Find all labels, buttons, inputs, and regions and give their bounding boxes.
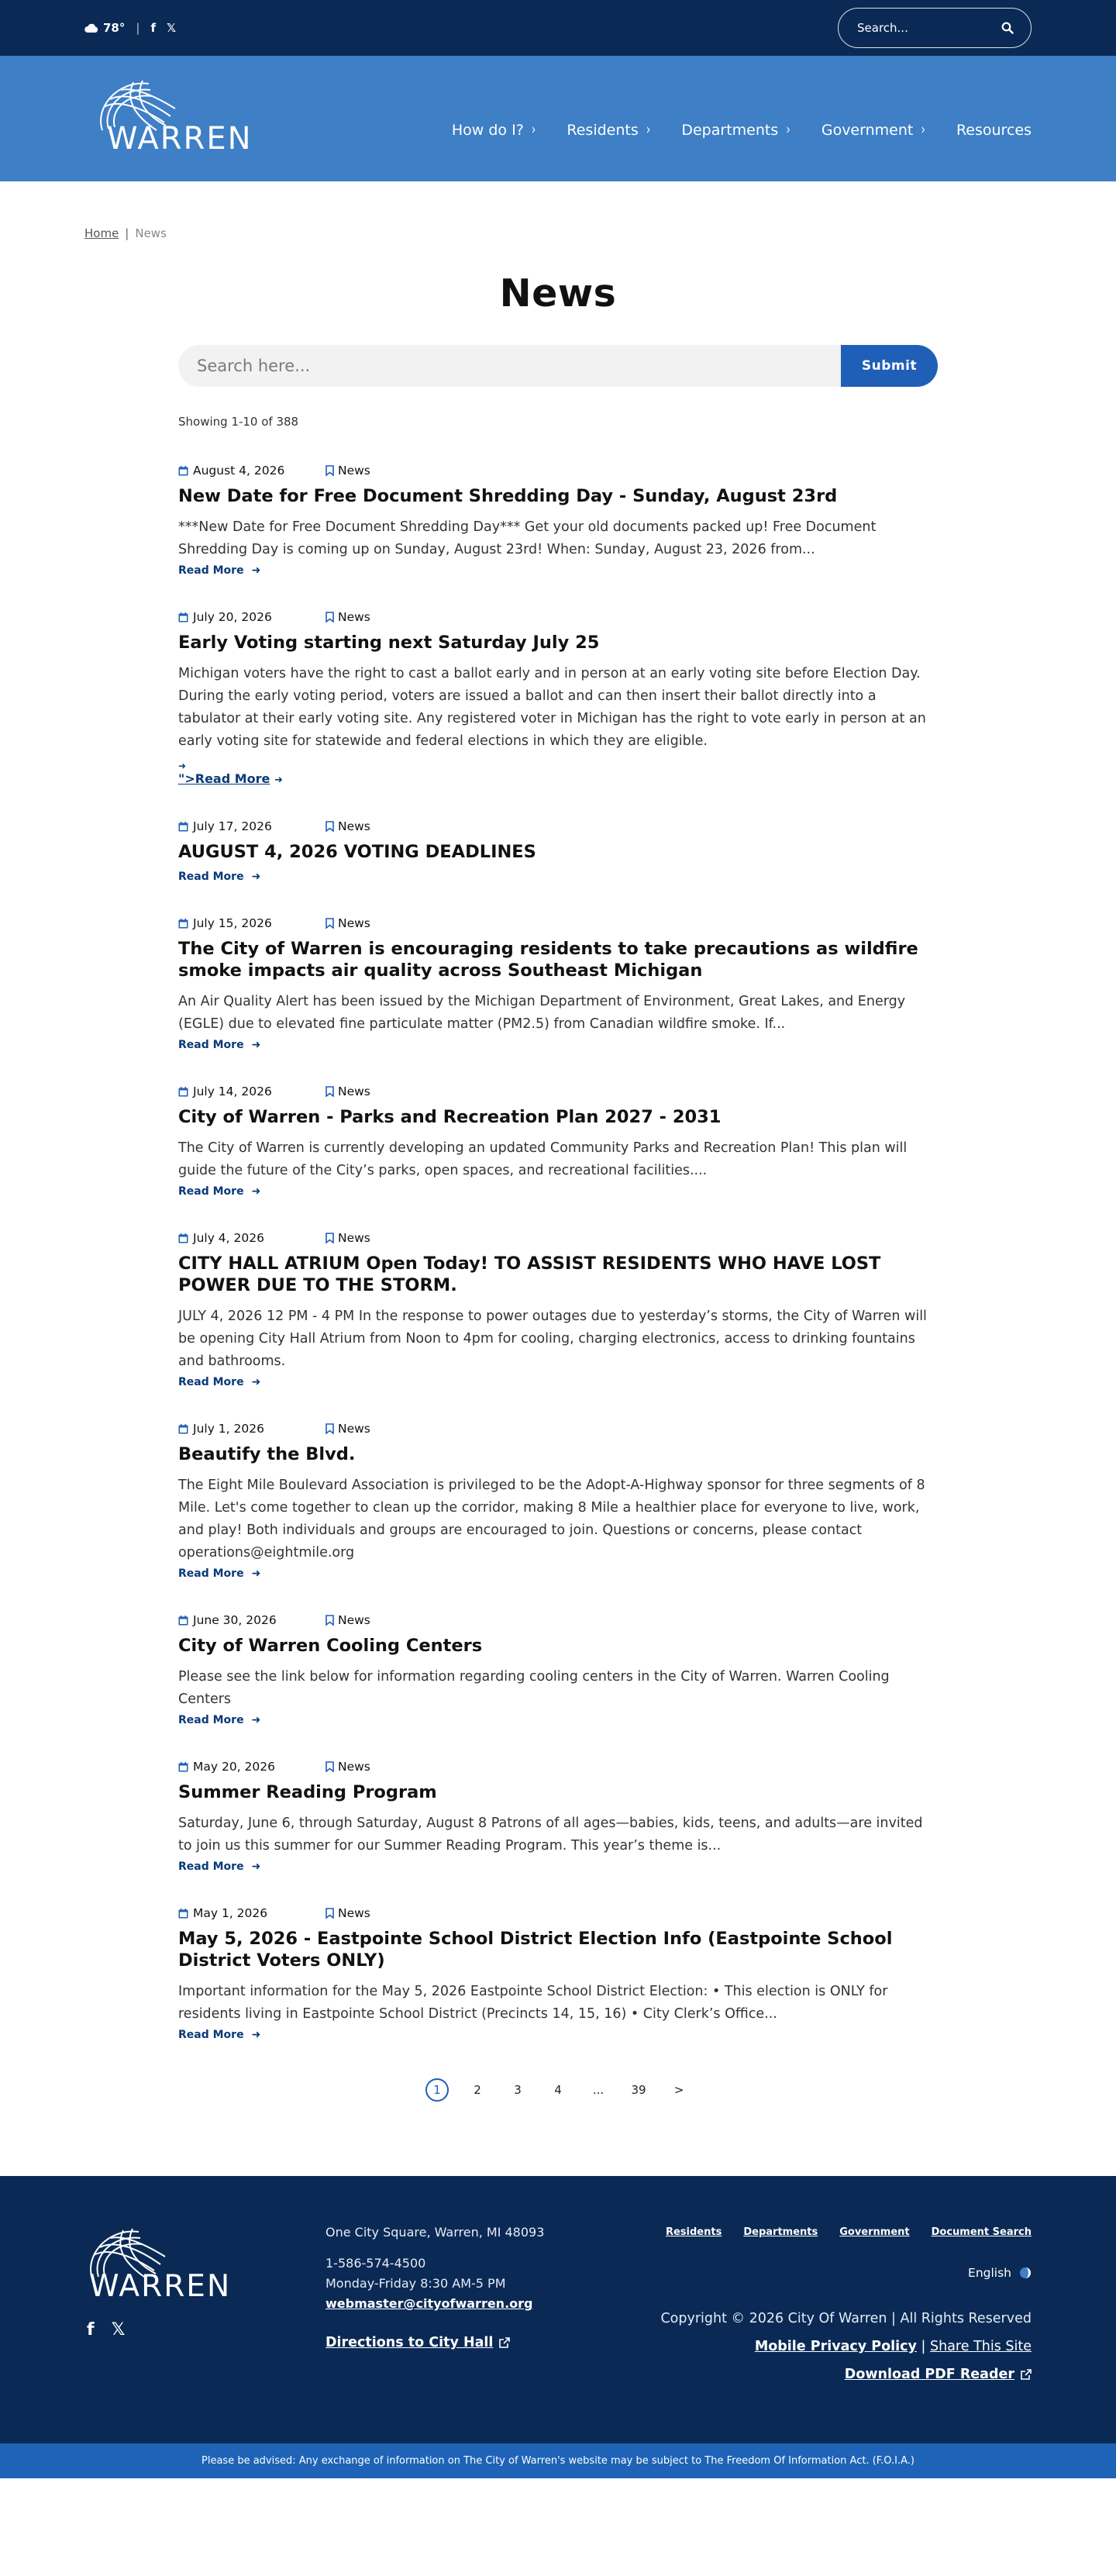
arrow-right-icon: ➜ [251, 1039, 261, 1051]
article-meta [178, 463, 938, 478]
article-category [326, 1613, 370, 1627]
read-more-label: Read More [178, 2029, 244, 2041]
utility-bar [0, 0, 1116, 56]
article-date-text: July 20, 2026 [193, 610, 272, 624]
read-more-label: Read More [178, 1567, 244, 1580]
breadcrumb-home-link[interactable]: Home [84, 226, 119, 240]
article-meta [178, 916, 938, 931]
arrow-right-icon: ➜ [274, 774, 283, 786]
news-article [178, 609, 938, 786]
article-date-text: July 4, 2026 [193, 1231, 264, 1245]
article-date-text: July 15, 2026 [193, 916, 272, 930]
article-category [326, 1085, 370, 1098]
footer-link-residents[interactable]: Residents [665, 2226, 722, 2238]
nav-residents[interactable] [567, 122, 650, 139]
nav-label: Government [821, 122, 914, 139]
copyright: Copyright © 2026 City Of Warren | All Rights Reserved [660, 2311, 1032, 2326]
calendar-icon [178, 919, 188, 929]
chevron-right-icon: › [786, 122, 790, 139]
bookmark-icon [326, 465, 334, 476]
read-more-link[interactable] [178, 1039, 260, 1051]
read-more-label: Read More [178, 871, 244, 883]
footer-divider: | [921, 2339, 926, 2354]
share-site-link[interactable]: Share This Site [930, 2339, 1032, 2354]
article-meta [178, 1612, 938, 1628]
pagination-page[interactable]: 3 [514, 2083, 522, 2097]
page-title: News [499, 271, 617, 316]
footer-logo-wordmark: WARREN [89, 2269, 232, 2304]
bookmark-icon [326, 1086, 334, 1097]
article-category [326, 610, 370, 624]
calendar-icon [178, 1762, 188, 1772]
article-meta [178, 1421, 938, 1436]
calendar-icon [178, 1616, 188, 1626]
x-twitter-icon[interactable]: 𝕏 [111, 2320, 126, 2340]
article-excerpt: Saturday, June 6, through Saturday, August 8 Patrons of all ages—babies, kids, teens, and adults—are invited to join us this summer for our Summer Reading Program. This year’s theme is... [178, 1816, 923, 1854]
bookmark-icon [326, 918, 334, 929]
article-title[interactable]: Summer Reading Program [178, 1782, 437, 1802]
article-category-text: News [338, 1613, 370, 1627]
divider: | [136, 21, 140, 35]
article-category-text: News [338, 1422, 370, 1436]
footer-link-government[interactable]: Government [839, 2226, 910, 2238]
read-more-link[interactable] [178, 760, 938, 786]
article-category [326, 464, 370, 478]
read-more-link[interactable] [178, 1376, 260, 1388]
calendar-icon [178, 1909, 188, 1919]
article-title[interactable]: May 5, 2026 - Eastpointe School District Election Info (Eastpointe School District Voters ONLY) [178, 1929, 893, 1971]
bookmark-icon [326, 1615, 334, 1626]
x-twitter-icon[interactable]: 𝕏 [166, 21, 177, 35]
nav-label: Residents [567, 122, 639, 139]
footer-right [660, 2226, 1032, 2382]
logo-wordmark: WARREN [107, 121, 253, 157]
facebook-icon[interactable]: f [150, 21, 156, 35]
bookmark-icon [326, 1908, 334, 1919]
article-category-text: News [338, 464, 370, 478]
footer-logo[interactable] [84, 2224, 286, 2309]
article-excerpt: Important information for the May 5, 2026 Eastpointe School District Election: • This election is ONLY for residents living in Eastpointe School District (Precincts 14, 15, 16) • City Clerk’s Office... [178, 1984, 888, 2022]
breadcrumb [84, 181, 1032, 240]
pagination-page[interactable]: 4 [554, 2083, 562, 2097]
article-excerpt: The City of Warren is currently developing an updated Community Parks and Recreation Plan! This plan will guide the future of the City’s parks, open spaces, and recreational facilities.... [178, 1140, 908, 1178]
submit-button[interactable]: Submit [841, 345, 938, 387]
directions-link[interactable] [326, 2333, 544, 2353]
directions-label: Directions to City Hall [326, 2335, 494, 2350]
nav-resources[interactable] [956, 122, 1032, 139]
article-list [178, 463, 938, 2041]
footer-contact [326, 2223, 544, 2353]
pagination-ellipsis: ... [592, 2083, 604, 2097]
article-meta [178, 1084, 938, 1099]
article-date-text: June 30, 2026 [193, 1613, 277, 1627]
news-results [178, 415, 938, 2176]
read-more-link[interactable] [178, 2029, 260, 2041]
nav-label: How do I? [451, 122, 524, 139]
chevron-right-icon: › [531, 122, 536, 139]
news-article [178, 1084, 938, 1198]
article-date [178, 610, 326, 624]
article-date-text: July 17, 2026 [193, 819, 272, 833]
results-count: Showing 1-10 of 388 [178, 415, 299, 429]
footer-policy-row [660, 2339, 1032, 2354]
article-category-text: News [338, 1085, 370, 1098]
article-meta [178, 1905, 938, 1921]
read-more-link[interactable] [178, 1567, 260, 1580]
read-more-label: Read More [178, 1714, 244, 1726]
footer-link-departments[interactable]: Departments [743, 2226, 818, 2238]
bookmark-icon [326, 821, 334, 832]
site-search-placeholder: Search... [857, 21, 908, 35]
nav-government[interactable] [822, 122, 925, 139]
read-more-link[interactable] [178, 1714, 260, 1726]
article-meta [178, 609, 938, 625]
chevron-right-icon: › [921, 122, 925, 139]
foia-disclaimer: Please be advised: Any exchange of information on The City of Warren's website may be subject to The Freedom Of Information Act. (F.O.I.A.) [0, 2443, 1116, 2478]
article-date [178, 1231, 326, 1245]
pagination [178, 2078, 938, 2176]
arrow-right-icon: ➜ [251, 1185, 261, 1198]
article-category-text: News [338, 819, 370, 833]
pagination-page[interactable]: 2 [474, 2083, 481, 2097]
article-date [178, 464, 326, 478]
article-category [326, 1760, 370, 1774]
news-article [178, 916, 938, 1051]
language-label: English [968, 2266, 1011, 2280]
article-category-text: News [338, 916, 370, 930]
article-category [326, 916, 370, 930]
article-category [326, 1231, 370, 1245]
read-more-prefix: "> [178, 771, 195, 786]
article-date-text: July 14, 2026 [193, 1085, 272, 1098]
bookmark-icon [326, 612, 334, 622]
article-title[interactable]: CITY HALL ATRIUM Open Today! TO ASSIST RESIDENTS WHO HAVE LOST POWER DUE TO THE STORM. [178, 1254, 881, 1295]
article-date [178, 1085, 326, 1098]
arrow-right-icon: ➜ [251, 1860, 261, 1873]
article-category-text: News [338, 610, 370, 624]
read-more-link[interactable] [178, 1185, 260, 1198]
article-excerpt: Please see the link below for information regarding cooling centers in the City of Warren. Warren Cooling Centers [178, 1669, 890, 1707]
read-more-link[interactable] [178, 1860, 260, 1873]
footer-links [660, 2226, 1032, 2238]
arrow-right-icon: ➜ [251, 1567, 261, 1580]
main-header [0, 56, 1116, 181]
article-category-text: News [338, 1231, 370, 1245]
article-title[interactable]: AUGUST 4, 2026 VOTING DEADLINES [178, 842, 536, 862]
article-excerpt: ***New Date for Free Document Shredding Day*** Get your old documents packed up! Free Document Shredding Day is coming up on Sunday, August 23rd! When: Sunday, August 23, 2026 from... [178, 519, 877, 557]
article-title[interactable]: City of Warren Cooling Centers [178, 1636, 483, 1656]
article-title[interactable]: The City of Warren is encouraging residents to take precautions as wildfire smoke impacts air quality across Southeast Michigan [178, 939, 918, 981]
article-date [178, 1422, 326, 1436]
bookmark-icon [326, 1423, 334, 1434]
news-article [178, 1230, 938, 1388]
news-article [178, 463, 938, 577]
footer-phone[interactable]: 1-586-574-4500 [326, 2256, 426, 2271]
calendar-icon [178, 466, 188, 476]
footer-address: One City Square, Warren, MI 48093 [326, 2225, 545, 2240]
article-title[interactable]: Beautify the Blvd. [178, 1444, 356, 1464]
facebook-icon[interactable]: f [87, 2320, 95, 2340]
read-more-label: Read More [178, 1185, 244, 1198]
article-category-text: News [338, 1906, 370, 1920]
article-meta [178, 1759, 938, 1774]
external-link-icon [1021, 2369, 1032, 2380]
primary-nav [452, 122, 1032, 139]
pagination-next[interactable]: > [673, 2083, 684, 2097]
read-more-link[interactable] [178, 564, 260, 577]
cloud-icon [84, 23, 98, 33]
calendar-icon [178, 822, 188, 832]
article-meta [178, 819, 938, 834]
article-title[interactable]: New Date for Free Document Shredding Day - Sunday, August 23rd [178, 486, 838, 506]
pagination-page[interactable]: 39 [631, 2083, 646, 2097]
calendar-icon [178, 612, 188, 622]
article-date-text: May 1, 2026 [193, 1906, 268, 1920]
read-more-label: Read More [178, 1376, 244, 1388]
news-article [178, 1421, 938, 1580]
arrow-right-icon: ➜ [251, 2029, 261, 2041]
news-article [178, 1759, 938, 1873]
article-date [178, 819, 326, 833]
article-category [326, 1906, 370, 1920]
article-excerpt: Michigan voters have the right to cast a ballot early and in person at an early voting site before Election Day. During the early voting period, voters are issued a ballot and can then insert their ballot directly into a tabulator at their early voting site. Any registered voter in Michigan has the right to vote early in person at an early voting site for statewide and federal elections in which they are eligible. [178, 666, 926, 749]
temperature: 78° [103, 21, 126, 35]
site-footer [0, 2176, 1116, 2443]
news-search-input[interactable]: Search here... [178, 345, 841, 387]
search-icon[interactable] [1001, 22, 1014, 34]
nav-departments[interactable] [681, 122, 790, 139]
arrow-right-icon: ➜ [251, 564, 261, 577]
article-date-text: May 20, 2026 [193, 1760, 275, 1774]
read-more-label: Read More [178, 1860, 244, 1873]
footer-email-link[interactable]: webmaster@cityofwarren.org [326, 2296, 533, 2311]
footer-social [87, 2320, 125, 2340]
utility-left [84, 21, 176, 35]
read-more-link[interactable] [178, 871, 260, 883]
article-excerpt: JULY 4, 2026 12 PM - 4 PM In the response to power outages due to yesterday’s storms, the City of Warren will be opening City Hall Atrium from Noon to 4pm for cooling, charging electronics, access to drinking fountains and bathrooms. [178, 1309, 927, 1369]
article-date [178, 1760, 326, 1774]
breadcrumb-separator: | [125, 226, 129, 240]
article-date-text: July 1, 2026 [193, 1422, 264, 1436]
nav-label: Departments [681, 122, 779, 139]
article-date [178, 1906, 326, 1920]
pdf-reader-link[interactable] [845, 2367, 1032, 2382]
article-title[interactable]: Early Voting starting next Saturday July 25 [178, 633, 600, 653]
arrow-right-icon: ➜ [251, 871, 261, 883]
article-category-text: News [338, 1760, 370, 1774]
news-article [178, 1905, 938, 2041]
article-date [178, 916, 326, 930]
globe-icon [1019, 2267, 1032, 2279]
news-search-form [178, 345, 938, 387]
news-article [178, 819, 938, 883]
chevron-right-icon: › [646, 122, 651, 139]
article-category [326, 819, 370, 833]
language-selector[interactable] [660, 2266, 1032, 2280]
article-excerpt: An Air Quality Alert has been issued by the Michigan Department of Environment, Great Lakes, and Energy (EGLE) due to elevated fine particulate matter (PM2.5) from Canadian wildfire smoke. If... [178, 994, 906, 1032]
pdf-reader-label: Download PDF Reader [844, 2367, 1014, 2382]
bookmark-icon [326, 1761, 334, 1772]
nav-how-do-i[interactable] [452, 122, 536, 139]
weather-widget [84, 21, 125, 35]
article-title[interactable]: City of Warren - Parks and Recreation Plan 2027 - 2031 [178, 1107, 722, 1127]
main-content [0, 181, 1116, 2176]
calendar-icon [178, 1233, 188, 1243]
pagination-page[interactable]: 1 [425, 2078, 449, 2102]
article-meta [178, 1230, 938, 1246]
bookmark-icon [326, 1233, 334, 1243]
arrow-right-icon: ➜ [178, 760, 187, 771]
footer-hours: Monday-Friday 8:30 AM-5 PM [326, 2276, 506, 2291]
read-more-label: Read More [195, 771, 270, 786]
article-category [326, 1422, 370, 1436]
read-more-label: Read More [178, 1039, 244, 1051]
news-article [178, 1612, 938, 1726]
article-excerpt: The Eight Mile Boulevard Association is privileged to be the Adopt-A-Highway sponsor for three segments of 8 Mile. Let's come together to clean up the corridor, making 8 Mile a healthier place for everyone to live, work, and play! Both individuals and groups are encouraged to join. Questions or concerns, please contact operations@eightmile.org [178, 1478, 925, 1560]
site-search-input[interactable] [838, 8, 1032, 48]
article-date-text: August 4, 2026 [193, 464, 285, 478]
external-link-icon [499, 2337, 510, 2348]
breadcrumb-current: News [135, 226, 167, 240]
arrow-right-icon: ➜ [251, 1714, 261, 1726]
calendar-icon [178, 1087, 188, 1097]
warren-logo[interactable] [95, 76, 288, 161]
footer-link-document-search[interactable]: Document Search [931, 2226, 1032, 2238]
article-date [178, 1613, 326, 1627]
arrow-right-icon: ➜ [251, 1376, 261, 1388]
privacy-policy-link[interactable]: Mobile Privacy Policy [754, 2339, 917, 2354]
calendar-icon [178, 1424, 188, 1434]
nav-label: Resources [956, 122, 1032, 139]
read-more-label: Read More [178, 564, 244, 577]
